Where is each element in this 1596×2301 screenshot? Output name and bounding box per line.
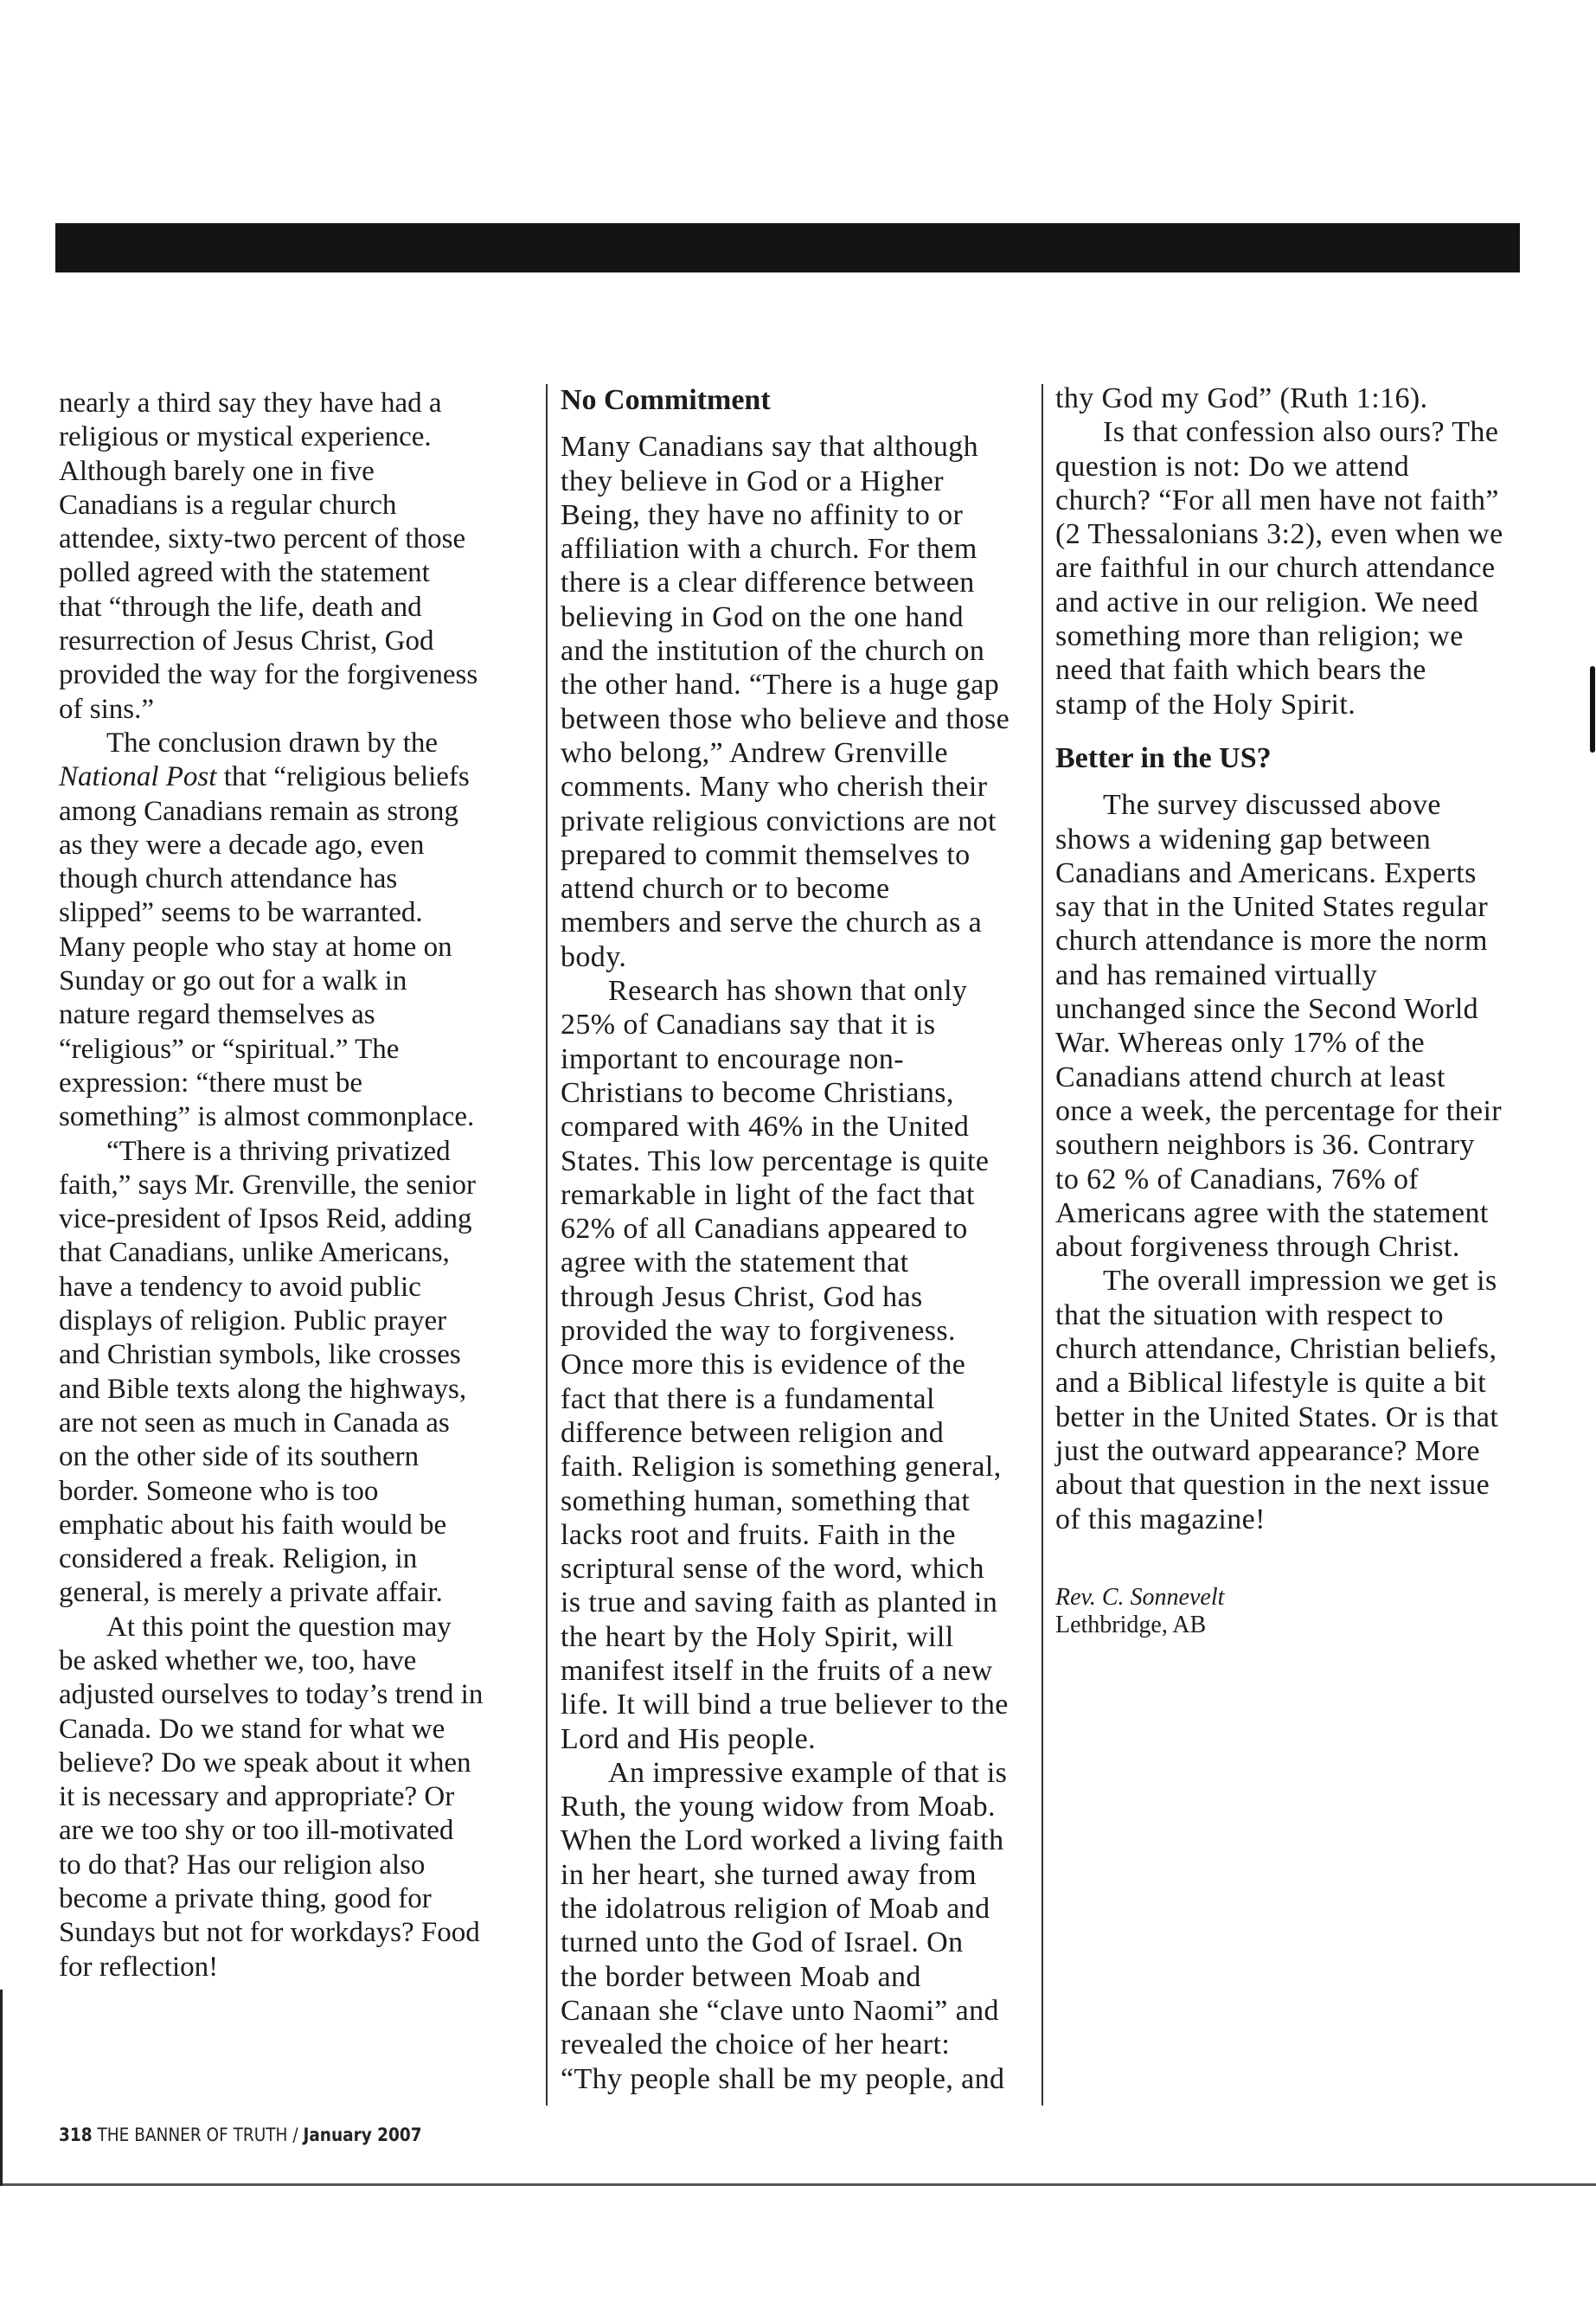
- text-line: compared with 46% in the United: [561, 1111, 970, 1144]
- text-line: for reflection!: [59, 1951, 219, 1983]
- text-line: important to encourage non-: [561, 1042, 904, 1075]
- text-line: provided the way for the forgiveness: [59, 659, 478, 691]
- text-line: thy God my God” (Ruth 1:16).: [1055, 382, 1428, 414]
- text-line: turned unto the God of Israel. On: [561, 1926, 964, 1959]
- text-line: Research has shown that only: [608, 975, 968, 1008]
- issue-date: January 2007: [303, 2125, 422, 2145]
- paragraph: [59, 727, 530, 1135]
- text-line: stamp of the Holy Spirit.: [1055, 688, 1356, 721]
- text-line: considered a freak. Religion, in: [59, 1543, 418, 1575]
- author-location: Lethbridge, AB: [1055, 1611, 1207, 1638]
- text-line: something human, something that: [561, 1484, 971, 1517]
- text-line: Canaan she “clave unto Naomi” and: [561, 1994, 999, 2027]
- text-line: about that question in the next issue: [1055, 1469, 1490, 1502]
- text-line: expression: “there must be: [59, 1067, 362, 1099]
- text-line: once a week, the percentage for their: [1055, 1094, 1503, 1127]
- text-line: and the institution of the church on: [561, 635, 985, 668]
- text-line: and has remained virtually: [1055, 958, 1377, 991]
- text-line: War. Whereas only 17% of the: [1055, 1027, 1426, 1060]
- column-divider: [546, 384, 548, 2106]
- paragraph: [59, 1135, 530, 1611]
- text-line: who belong,” Andrew Grenville: [561, 736, 948, 769]
- text-line: The conclusion drawn by the: [106, 727, 439, 759]
- text-line: body.: [561, 940, 627, 973]
- text-line: as they were a decade ago, even: [59, 829, 425, 861]
- publication-name: THE BANNER OF TRUTH: [97, 2125, 288, 2145]
- text-line: and active in our religion. We need: [1055, 586, 1479, 619]
- text-line: the border between Moab and: [561, 1960, 921, 1993]
- text-line: attendee, sixty-two percent of those: [59, 523, 466, 555]
- text-line: displays of religion. Public prayer: [59, 1305, 447, 1337]
- header-bar: [55, 223, 1520, 272]
- text-line: Is that confession also ours? The: [1103, 416, 1499, 449]
- text-line: and Christian symbols, like crosses: [59, 1339, 461, 1371]
- paragraph: [1055, 415, 1527, 721]
- text-line: and Bible texts along the highways,: [59, 1373, 467, 1405]
- text-line: An impressive example of that is: [608, 1756, 1008, 1789]
- text-line: the idolatrous religion of Moab and: [561, 1893, 990, 1926]
- text-line: that the situation with respect to: [1055, 1298, 1444, 1331]
- text-line: adjusted ourselves to today’s trend in: [59, 1679, 484, 1711]
- paragraph: [59, 1611, 530, 1984]
- text-line: Although barely one in five: [59, 455, 375, 487]
- text-line: believe? Do we speak about it when: [59, 1747, 471, 1779]
- paragraph: [1055, 381, 1527, 415]
- text-line: the heart by the Holy Spirit, will: [561, 1620, 954, 1653]
- author-name: Rev. C. Sonnevelt: [1055, 1583, 1225, 1611]
- text-line: the other hand. “There is a huge gap: [561, 669, 1000, 702]
- text-line: When the Lord worked a living faith: [561, 1824, 1004, 1857]
- text-line: Christians to become Christians,: [561, 1076, 954, 1109]
- text-line: Ruth, the young widow from Moab.: [561, 1791, 996, 1823]
- page-footer: [59, 2125, 422, 2145]
- paragraph: [59, 387, 530, 727]
- text-line: is true and saving faith as planted in: [561, 1586, 998, 1619]
- text-line: question is not: Do we attend: [1055, 450, 1410, 483]
- text-line: just the outward appearance? More: [1055, 1434, 1480, 1467]
- text-line: Americans agree with the statement: [1055, 1196, 1489, 1229]
- paragraph: [561, 1756, 1032, 2096]
- text-line: provided the way to forgiveness.: [561, 1315, 956, 1348]
- text-line: on the other side of its southern: [59, 1441, 420, 1473]
- text-line: in her heart, she turned away from: [561, 1858, 977, 1891]
- text-line: “There is a thriving privatized: [106, 1135, 451, 1167]
- text-line: agree with the statement that: [561, 1247, 909, 1279]
- page-edge-left: [0, 1990, 3, 2186]
- text-line: between those who believe and those: [561, 702, 1010, 735]
- text-line: of sins.”: [59, 693, 154, 725]
- article-column-2: [561, 383, 1032, 2096]
- text-line: lacks root and fruits. Faith in the: [561, 1518, 956, 1551]
- text-line: scriptural sense of the word, which: [561, 1553, 984, 1586]
- article-column-1: [59, 387, 530, 1984]
- text-line: faith. Religion is something general,: [561, 1451, 1002, 1484]
- text-line: private religious convictions are not: [561, 804, 997, 837]
- text-line: 62% of all Canadians appeared to: [561, 1213, 968, 1246]
- text-line: are not seen as much in Canada as: [59, 1407, 450, 1439]
- text-line: to 62 % of Canadians, 76% of: [1055, 1163, 1420, 1195]
- text-line: manifest itself in the fruits of a new: [561, 1654, 993, 1687]
- article-column-3: [1055, 381, 1527, 1639]
- text-line: it is necessary and appropriate? Or: [59, 1781, 455, 1813]
- text-line: [59, 760, 530, 794]
- page-edge-bottom: [0, 2183, 1596, 2186]
- text-line: attend church or to become: [561, 873, 890, 906]
- text-line: Being, they have no affinity to or: [561, 498, 964, 531]
- footer-separator: /: [292, 2125, 298, 2145]
- text-run: that “religious beliefs: [216, 761, 470, 793]
- scan-mark: [1590, 666, 1595, 753]
- text-line: comments. Many who cherish their: [561, 771, 988, 804]
- text-line: and a Biblical lifestyle is quite a bit: [1055, 1367, 1487, 1400]
- text-line: nature regard themselves as: [59, 999, 375, 1031]
- text-line: members and serve the church as a: [561, 907, 983, 939]
- text-line: remarkable in light of the fact that: [561, 1178, 975, 1211]
- text-line: revealed the choice of her heart:: [561, 2029, 951, 2061]
- text-line: The overall impression we get is: [1103, 1265, 1497, 1298]
- text-line: Canadians and Americans. Experts: [1055, 856, 1477, 889]
- author-signature: [1055, 1584, 1527, 1639]
- text-line: through Jesus Christ, God has: [561, 1280, 923, 1313]
- page-number: 318: [59, 2125, 93, 2145]
- text-line: be asked whether we, too, have: [59, 1644, 417, 1676]
- text-line: Many people who stay at home on: [59, 931, 452, 963]
- text-line: vice-president of Ipsos Reid, adding: [59, 1203, 472, 1235]
- publication-title: National Post: [59, 761, 217, 793]
- text-line: Once more this is evidence of the: [561, 1349, 966, 1381]
- text-line: among Canadians remain as strong: [59, 795, 458, 827]
- text-line: emphatic about his faith would be: [59, 1509, 447, 1541]
- text-line: border. Someone who is too: [59, 1475, 379, 1507]
- text-line: about forgiveness through Christ.: [1055, 1231, 1460, 1264]
- text-line: (2 Thessalonians 3:2), even when we: [1055, 518, 1503, 551]
- text-line: something more than religion; we: [1055, 620, 1464, 653]
- text-line: shows a widening gap between: [1055, 823, 1432, 856]
- text-line: southern neighbors is 36. Contrary: [1055, 1129, 1475, 1162]
- text-line: slipped” seems to be warranted.: [59, 897, 423, 929]
- text-line: that Canadians, unlike Americans,: [59, 1237, 450, 1269]
- text-line: Many Canadians say that although: [561, 431, 979, 464]
- column-divider: [1042, 384, 1043, 2106]
- text-line: are faithful in our church attendance: [1055, 552, 1496, 585]
- text-line: Sundays but not for workdays? Food: [59, 1917, 480, 1949]
- text-line: unchanged since the Second World: [1055, 993, 1479, 1026]
- text-line: Lord and His people.: [561, 1722, 817, 1755]
- section-heading: No Commitment: [561, 384, 771, 416]
- text-line: affiliation with a church. For them: [561, 533, 977, 566]
- paragraph: [1055, 1264, 1527, 1535]
- text-line: Canadians attend church at least: [1055, 1061, 1445, 1093]
- text-line: to do that? Has our religion also: [59, 1849, 426, 1881]
- text-line: faith,” says Mr. Grenville, the senior: [59, 1169, 477, 1201]
- text-line: States. This low percentage is quite: [561, 1144, 990, 1177]
- text-line: need that faith which bears the: [1055, 654, 1426, 687]
- paragraph: [561, 974, 1032, 1756]
- text-line: church? “For all men have not faith”: [1055, 484, 1499, 516]
- text-line: believing in God on the one hand: [561, 600, 965, 633]
- text-line: better in the United States. Or is that: [1055, 1400, 1499, 1433]
- text-line: they believe in God or a Higher: [561, 465, 944, 497]
- text-line: 25% of Canadians say that it is: [561, 1009, 936, 1042]
- text-line: “Thy people shall be my people, and: [561, 2062, 1005, 2095]
- text-line: “religious” or “spiritual.” The: [59, 1033, 400, 1065]
- text-line: something” is almost commonplace.: [59, 1101, 475, 1133]
- text-line: fact that there is a fundamental: [561, 1382, 935, 1415]
- text-line: At this point the question may: [106, 1611, 452, 1643]
- text-line: are we too shy or too ill-motivated: [59, 1815, 454, 1847]
- text-line: nearly a third say they have had a: [59, 388, 442, 419]
- text-line: though church attendance has: [59, 863, 398, 895]
- text-line: become a private thing, good for: [59, 1883, 432, 1915]
- text-line: polled agreed with the statement: [59, 557, 430, 589]
- text-line: church attendance, Christian beliefs,: [1055, 1333, 1497, 1366]
- text-line: resurrection of Jesus Christ, God: [59, 625, 434, 657]
- text-line: there is a clear difference between: [561, 567, 975, 599]
- text-line: prepared to commit themselves to: [561, 838, 971, 871]
- text-line: say that in the United States regular: [1055, 891, 1489, 924]
- text-line: Sunday or go out for a walk in: [59, 965, 407, 997]
- text-line: The survey discussed above: [1103, 789, 1441, 822]
- text-line: have a tendency to avoid public: [59, 1271, 421, 1303]
- paragraph: [1055, 788, 1527, 1264]
- text-line: Canada. Do we stand for what we: [59, 1713, 445, 1745]
- paragraph: [561, 430, 1032, 974]
- text-line: life. It will bind a true believer to the: [561, 1689, 1009, 1721]
- text-line: religious or mystical experience.: [59, 421, 432, 453]
- text-line: Canadians is a regular church: [59, 489, 397, 521]
- text-line: general, is merely a private affair.: [59, 1577, 443, 1609]
- text-line: church attendance is more the norm: [1055, 925, 1488, 958]
- text-line: that “through the life, death and: [59, 591, 422, 623]
- text-line: difference between religion and: [561, 1416, 945, 1449]
- section-heading: Better in the US?: [1055, 741, 1272, 774]
- text-line: of this magazine!: [1055, 1503, 1266, 1535]
